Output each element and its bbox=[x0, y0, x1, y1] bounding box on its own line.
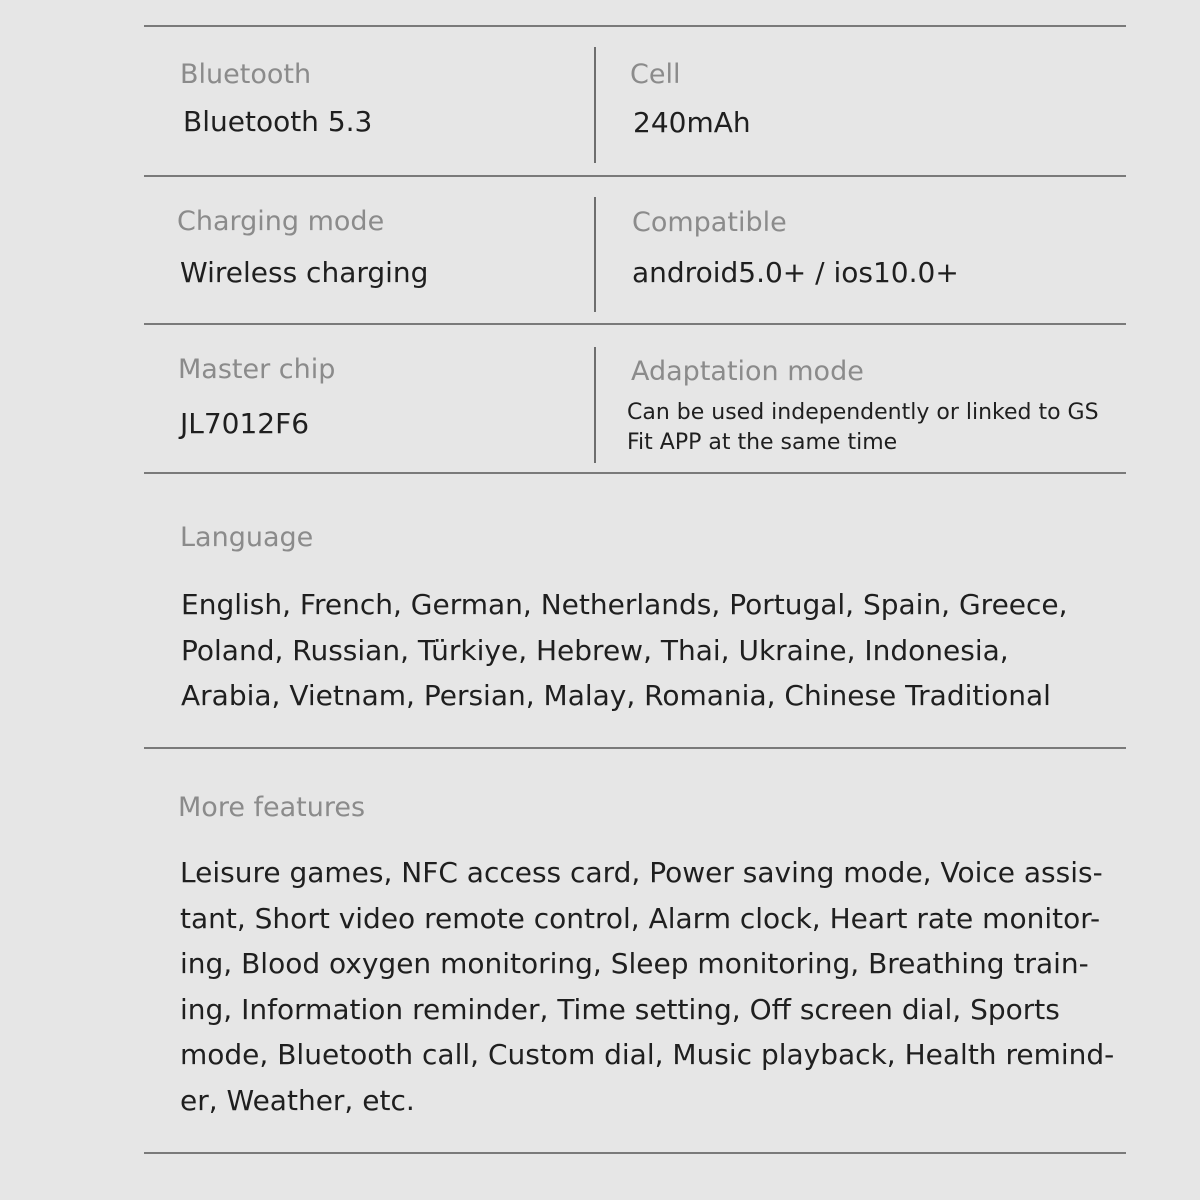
divider-bottom bbox=[144, 1152, 1126, 1154]
language-line: Arabia, Vietnam, Persian, Malay, Romania, Chinese Traditional bbox=[181, 679, 1051, 713]
charging-mode-value: Wireless charging bbox=[180, 256, 429, 289]
master-chip-value: JL7012F6 bbox=[180, 407, 310, 440]
charging-mode-label: Charging mode bbox=[177, 206, 385, 237]
cell-value: 240mAh bbox=[633, 106, 751, 139]
adaptation-mode-value bbox=[627, 398, 1132, 458]
bluetooth-label: Bluetooth bbox=[180, 59, 312, 90]
feature-line: Leisure games, NFC access card, Power saving mode, Voice assis- bbox=[180, 856, 1103, 889]
adaptation-mode-label: Adaptation mode bbox=[631, 356, 864, 387]
divider-top bbox=[144, 25, 1126, 27]
compatible-label: Compatible bbox=[632, 207, 787, 238]
language-label: Language bbox=[180, 522, 314, 553]
divider-row3 bbox=[144, 472, 1126, 474]
compatible-value: android5.0+ / ios10.0+ bbox=[632, 256, 959, 289]
more-features-label: More features bbox=[178, 792, 366, 823]
language-line: Poland, Russian, Türkiye, Hebrew, Thai, Ukraine, Indonesia, bbox=[181, 633, 1009, 667]
column-divider-row1 bbox=[594, 47, 596, 163]
column-divider-row3 bbox=[594, 347, 596, 463]
master-chip-label: Master chip bbox=[178, 354, 336, 385]
adaptation-mode-line: Can be used independently or linked to GS bbox=[627, 400, 1099, 425]
feature-line: er, Weather, etc. bbox=[180, 1083, 415, 1117]
adaptation-mode-line: Fit APP at the same time bbox=[627, 430, 898, 455]
feature-line: mode, Bluetooth call, Custom dial, Music playback, Health remind- bbox=[180, 1038, 1115, 1072]
feature-line: ing, Information reminder, Time setting, Off screen dial, Sports bbox=[180, 992, 1060, 1026]
cell-label: Cell bbox=[630, 59, 681, 90]
bluetooth-value: Bluetooth 5.3 bbox=[183, 105, 373, 138]
divider-language bbox=[144, 747, 1126, 749]
divider-row2 bbox=[144, 323, 1126, 325]
language-list bbox=[181, 582, 1068, 719]
divider-row1 bbox=[144, 175, 1126, 177]
language-line: English, French, German, Netherlands, Portugal, Spain, Greece, bbox=[181, 588, 1068, 621]
more-features-list bbox=[180, 850, 1114, 1124]
feature-line: tant, Short video remote control, Alarm clock, Heart rate monitor- bbox=[180, 901, 1101, 935]
feature-line: ing, Blood oxygen monitoring, Sleep monitoring, Breathing train- bbox=[180, 947, 1089, 981]
column-divider-row2 bbox=[594, 197, 596, 312]
